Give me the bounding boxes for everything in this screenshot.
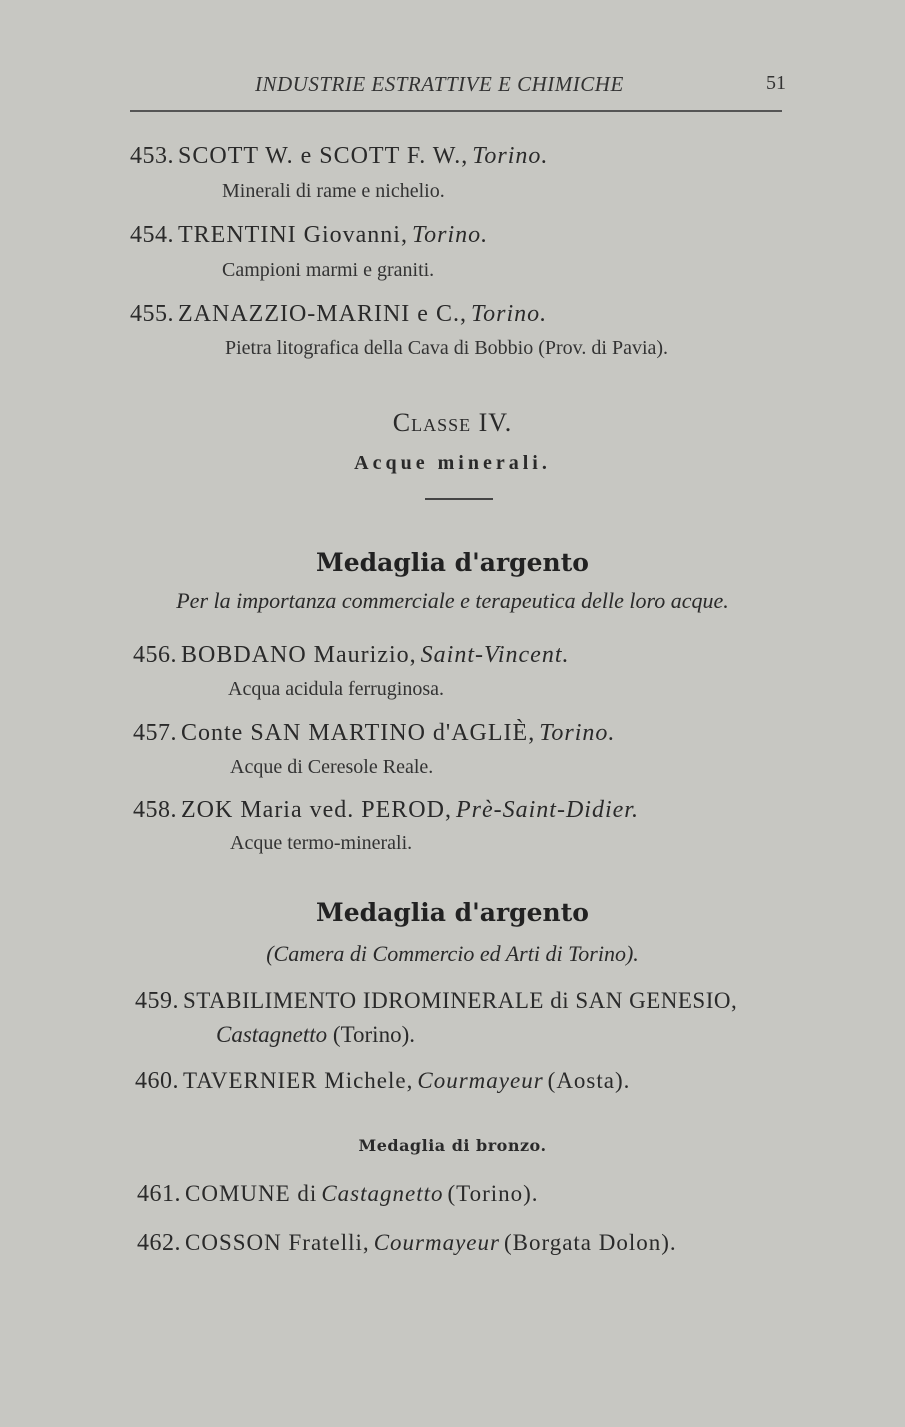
- entry-place: Courmayeur: [417, 1068, 544, 1093]
- entry-number: 461.: [137, 1181, 181, 1207]
- entry-459-location: [216, 1022, 415, 1048]
- header-rule: [130, 110, 782, 112]
- entry-457: [133, 720, 615, 747]
- entry-number: 462.: [137, 1230, 181, 1256]
- entry-name: COSSON Fratelli,: [185, 1230, 370, 1255]
- entry-place: Castagnetto: [216, 1022, 328, 1047]
- entry-description: Minerali di rame e nichelio.: [222, 180, 445, 202]
- section-rule: [425, 498, 493, 500]
- entry-453: [130, 143, 548, 170]
- entry-number: 460.: [135, 1068, 179, 1094]
- entry-place: Courmayeur: [373, 1230, 500, 1255]
- entry-name: COMUNE di: [185, 1181, 318, 1206]
- entry-number: 455.: [130, 301, 174, 327]
- medal-heading: Medaglia di bronzo.: [358, 1136, 547, 1155]
- entry-place: Torino.: [470, 301, 548, 327]
- entry-description: Acqua acidula ferruginosa.: [228, 678, 445, 700]
- class-title: Classe IV.: [392, 408, 513, 437]
- medal-heading: Medaglia d'argento: [316, 898, 589, 927]
- entry-description: Acque termo-minerali.: [230, 832, 413, 854]
- entry-description: Pietra litografica della Cava di Bobbio (Prov. di Pavia).: [225, 337, 669, 359]
- medal-note: Per la importanza commerciale e terapeutica delle loro acque.: [176, 588, 729, 613]
- entry-name: TRENTINI Giovanni,: [178, 222, 408, 248]
- entry-description: Acque di Ceresole Reale.: [230, 756, 434, 778]
- entry-name: TAVERNIER Michele,: [183, 1068, 414, 1093]
- entry-province: (Aosta).: [547, 1068, 631, 1093]
- entry-name: SCOTT W. e SCOTT F. W.,: [178, 143, 469, 169]
- entry-name: STABILIMENTO IDROMINERALE di SAN GENESIO,: [183, 988, 738, 1013]
- entry-number: 454.: [130, 222, 174, 248]
- entry-name: BOBDANO Maurizio,: [181, 642, 417, 668]
- entry-455: [130, 301, 547, 328]
- entry-province: (Torino).: [332, 1022, 415, 1047]
- entry-460: [135, 1068, 630, 1095]
- entry-place: Torino.: [411, 222, 489, 248]
- entry-province: (Torino).: [447, 1181, 539, 1206]
- entry-place: Saint-Vincent.: [420, 642, 570, 668]
- entry-place: Torino.: [472, 143, 549, 169]
- entry-461: [137, 1181, 539, 1208]
- entry-name: Conte SAN MARTINO d'AGLIÈ,: [181, 720, 536, 746]
- entry-number: 453.: [130, 143, 174, 169]
- entry-description: Campioni marmi e graniti.: [222, 259, 435, 281]
- entry-459: [135, 988, 737, 1015]
- entry-place: Torino.: [539, 720, 616, 746]
- entry-number: 458.: [133, 797, 177, 823]
- entry-number: 457.: [133, 720, 177, 746]
- entry-name: ZANAZZIO-MARINI e C.,: [178, 301, 467, 327]
- entry-456: [133, 642, 570, 669]
- class-subtitle: Acque minerali.: [354, 452, 551, 474]
- entry-number: 456.: [133, 642, 177, 668]
- entry-462: [137, 1230, 677, 1257]
- entry-number: 459.: [135, 988, 179, 1014]
- entry-place: Prè-Saint-Didier.: [455, 797, 639, 823]
- medal-heading: Medaglia d'argento: [316, 548, 589, 577]
- entry-458: [133, 797, 639, 824]
- entry-place: Castagnetto: [321, 1181, 444, 1206]
- entry-name: ZOK Maria ved. PEROD,: [181, 797, 452, 823]
- running-title: INDUSTRIE ESTRATTIVE E CHIMICHE: [255, 72, 624, 96]
- entry-location-detail: (Borgata Dolon).: [503, 1230, 677, 1255]
- entry-454: [130, 222, 488, 249]
- page-number: 51: [766, 72, 786, 94]
- medal-note: (Camera di Commercio ed Arti di Torino).: [266, 941, 639, 966]
